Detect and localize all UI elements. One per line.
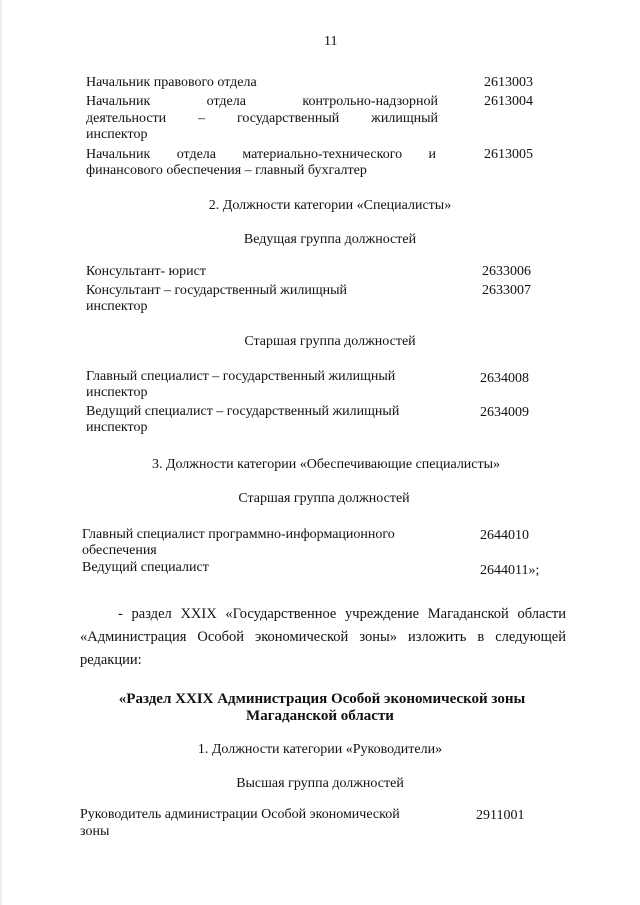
- position-title: инспектор: [86, 299, 148, 314]
- position-title: Консультант- юрист: [86, 264, 206, 279]
- position-code: 2634008: [480, 371, 529, 386]
- position-title: инспектор: [86, 127, 148, 142]
- position-title: Ведущий специалист: [82, 560, 209, 575]
- position-title: Ведущий специалист – государственный жилищный: [86, 404, 400, 419]
- group-title: Высшая группа должностей: [236, 776, 404, 791]
- position-code: 2613005: [484, 147, 533, 162]
- position-code: 2613003: [484, 75, 533, 90]
- position-title: Начальник отдела материально-технического и: [86, 147, 436, 162]
- position-title: финансового обеспечения – главный бухгалтер: [86, 163, 367, 178]
- position-title: Начальник правового отдела: [86, 75, 257, 90]
- position-code: 2633007: [482, 283, 531, 298]
- position-title: деятельности – государственный жилищный: [86, 111, 438, 126]
- position-code: 2644011»;: [480, 563, 540, 578]
- section-heading: «Раздел XXIX Администрация Особой экономической зоны: [118, 691, 526, 707]
- position-code: 2644010: [480, 528, 529, 543]
- position-code: 2911001: [476, 808, 525, 823]
- amendment-paragraph: - раздел XXIX «Государственное учреждение Магаданской области «Администрация Особой экономической зоны» изложить в следующей редакции:: [80, 606, 566, 668]
- position-title: инспектор: [86, 420, 148, 435]
- position-title: зоны: [80, 824, 110, 839]
- section-heading: Магаданской области: [246, 708, 394, 724]
- position-title: Начальник отдела контрольно-надзорной: [86, 94, 438, 109]
- page-number: 11: [324, 34, 338, 49]
- section-title: 1. Должности категории «Руководители»: [197, 742, 443, 757]
- page-edge: [0, 0, 3, 905]
- position-code: 2613004: [484, 94, 533, 109]
- position-title: обеспечения: [82, 543, 157, 558]
- position-title: Главный специалист программно-информационного: [82, 527, 395, 542]
- position-title: инспектор: [86, 385, 148, 400]
- section-title: 2. Должности категории «Специалисты»: [208, 198, 452, 213]
- group-title: Старшая группа должностей: [238, 491, 410, 506]
- section-title: 3. Должности категории «Обеспечивающие специалисты»: [151, 457, 501, 472]
- position-title: Главный специалист – государственный жилищный: [86, 369, 396, 384]
- position-code: 2634009: [480, 405, 529, 420]
- position-title: Консультант – государственный жилищный: [86, 283, 347, 298]
- group-title: Старшая группа должностей: [244, 334, 416, 349]
- group-title: Ведущая группа должностей: [243, 232, 417, 247]
- position-title: Руководитель администрации Особой экономической: [80, 807, 400, 822]
- position-code: 2633006: [482, 264, 531, 279]
